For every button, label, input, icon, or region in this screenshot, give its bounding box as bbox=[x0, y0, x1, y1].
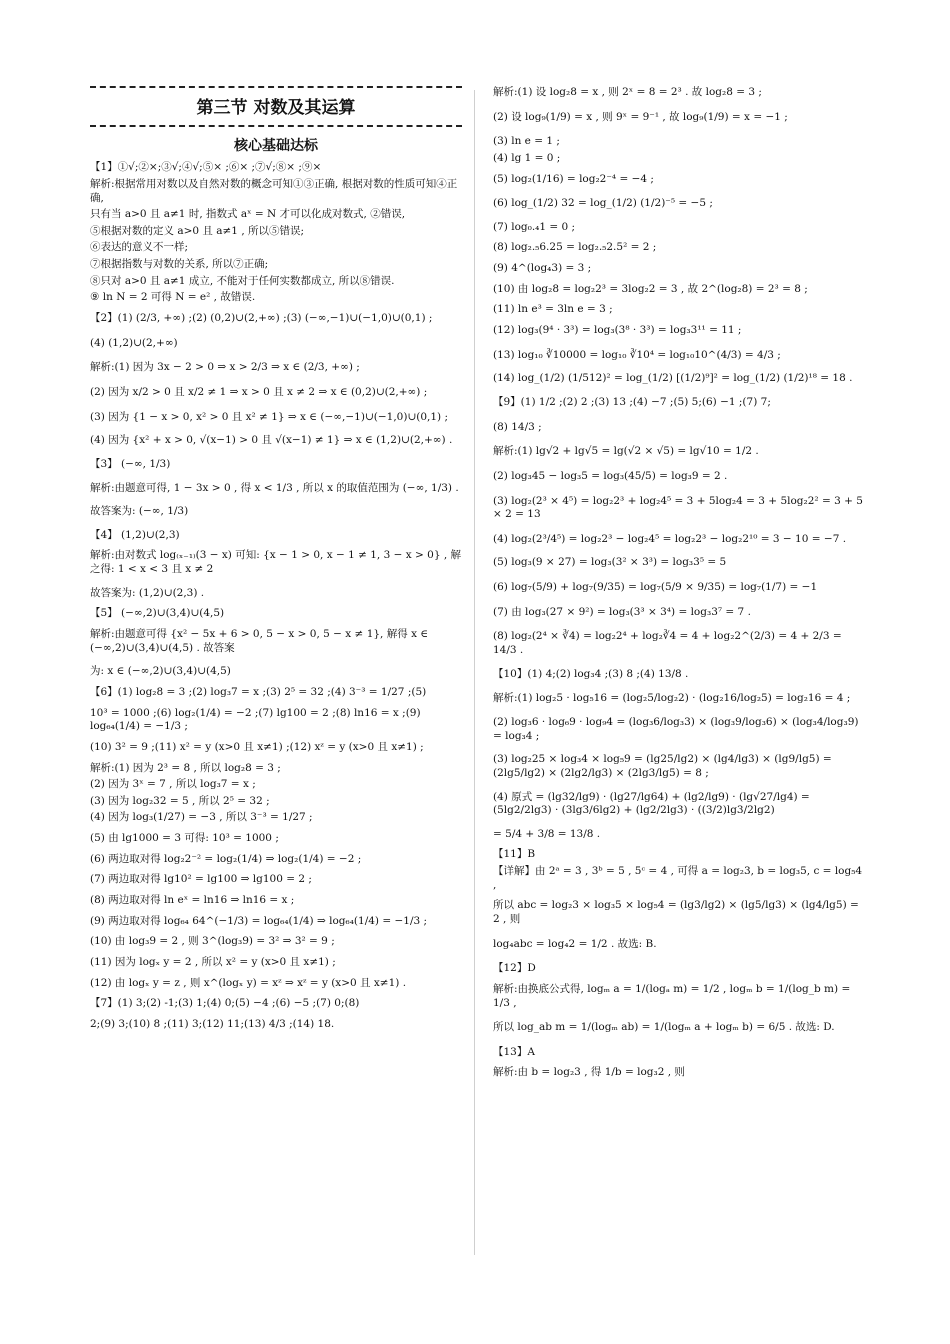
analysis-line: (8) log₂.₅6.25 = log₂.₅2.5² = 2 ; bbox=[493, 241, 657, 254]
analysis-line: 故答案为: (−∞, 1/3) bbox=[90, 505, 189, 518]
analysis-line: ⑥表达的意义不一样; bbox=[90, 241, 189, 254]
analysis-line: (3) 因为 {1 − x > 0, x² > 0 且 x² ≠ 1} ⇒ x ∈ (−∞,−1)∪(−1,0)∪(0,1) ; bbox=[90, 410, 449, 423]
analysis-line: (12) log₃(9⁴ · 3³) = log₃(3⁸ · 3³) = log₃3¹¹ = 11 ; bbox=[493, 324, 742, 337]
answer-line: 2;(9) 3;(10) 8 ;(11) 3;(12) 11;(13) 4/3 ;(14) 18. bbox=[90, 1017, 335, 1030]
column-divider bbox=[474, 90, 475, 1255]
analysis-line: 解析:由 b = log₂3 , 得 1/b = log₃2 , 则 bbox=[493, 1066, 685, 1079]
title-rule-bottom bbox=[90, 125, 462, 127]
analysis-line: (4) lg 1 = 0 ; bbox=[493, 151, 561, 164]
analysis-line: (2) log₃45 − log₃5 = log₃(45/5) = log₃9 = 2 . bbox=[493, 469, 728, 482]
analysis-line: (10) 由 log₃9 = 2 , 则 3^(log₃9) = 3² ⇒ 3² = 9 ; bbox=[90, 935, 335, 948]
analysis-line: (10) 由 log₂8 = log₂2³ = 3log₂2 = 3 , 故 2^(log₂8) = 2³ = 8 ; bbox=[493, 282, 808, 295]
analysis-line: (6) 两边取对得 log₂2⁻² = log₂(1/4) ⇒ log₂(1/4) = −2 ; bbox=[90, 852, 362, 865]
analysis-line: (2) log₃6 · log₆9 · log₉4 = (log₃6/log₃3) × (log₃9/log₃6) × (log₃4/log₃9) = log₃4 ; bbox=[493, 715, 859, 742]
core-title: 核心基础达标 bbox=[234, 138, 318, 155]
section-title: 第三节 对数及其运算 bbox=[196, 98, 356, 118]
analysis-line: 解析:(1) lg√2 + lg√5 = lg(√2 × √5) = lg√10 = 1/2 . bbox=[493, 445, 759, 458]
analysis-line: 解析:(1) 设 log₂8 = x , 则 2ˣ = 8 = 2³ . 故 log₂8 = 3 ; bbox=[493, 86, 762, 98]
answer-line: 【5】 (−∞,2)∪(3,4)∪(4,5) bbox=[90, 607, 225, 620]
analysis-line: (3) 因为 log₂32 = 5 , 所以 2⁵ = 32 ; bbox=[90, 794, 270, 807]
analysis-line: (8) 两边取对得 ln eˣ = ln16 ⇒ ln16 = x ; bbox=[90, 893, 295, 906]
analysis-line: (12) 由 logₓ y = z , 则 x^(logₓ y) = xᶻ ⇒ xᶻ = y (x>0 且 x≠1) . bbox=[90, 976, 407, 989]
answer-line: 【12】D bbox=[493, 962, 536, 975]
analysis-line: 所以 abc = log₂3 × log₃5 × log₅4 = (lg3/lg2) × (lg5/lg3) × (lg4/lg5) = 2 , 则 bbox=[493, 899, 859, 925]
analysis-line: (4) log₂(2³/4⁵) = log₂2³ − log₂4⁵ = log₂2³ − log₂2¹⁰ = 3 − 10 = −7 . bbox=[493, 532, 847, 545]
analysis-line: = 5/4 + 3/8 = 13/8 . bbox=[493, 827, 601, 840]
analysis-line: (11) 因为 logₓ y = 2 , 所以 x² = y (x>0 且 x≠1) ; bbox=[90, 955, 336, 968]
answer-line: 【2】(1) (2/3, +∞) ;(2) (0,2)∪(2,+∞) ;(3) (−∞,−1)∪(−1,0)∪(0,1) ; bbox=[90, 312, 433, 325]
analysis-line: (3) log₂(2³ × 4⁵) = log₂2³ + log₂4⁵ = 3 + 5log₂4 = 3 + 5log₂2² = 3 + 5 × 2 = 13 bbox=[493, 494, 863, 521]
analysis-line: (2) 因为 x/2 > 0 且 x/2 ≠ 1 ⇒ x > 0 且 x ≠ 2 ⇒ x ∈ (0,2)∪(2,+∞) ; bbox=[90, 385, 428, 398]
analysis-line: 为: x ∈ (−∞,2)∪(3,4)∪(4,5) bbox=[90, 665, 231, 678]
analysis-line: ⑧只对 a>0 且 a≠1 成立, 不能对于任何实数都成立, 所以⑧错误. bbox=[90, 274, 395, 287]
analysis-line: (3) ln e = 1 ; bbox=[493, 135, 560, 148]
answer-line: 【10】(1) 4;(2) log₃4 ;(3) 8 ;(4) 13/8 . bbox=[493, 667, 689, 680]
analysis-line: 解析:由换底公式得, logₘ a = 1/(logₐ m) = 1/2 , logₘ b = 1/(log_b m) = 1/3 , bbox=[493, 982, 851, 1009]
answer-line: (4) (1,2)∪(2,+∞) bbox=[90, 336, 178, 349]
analysis-line: 解析:(1) 因为 2³ = 8 , 所以 log₂8 = 3 ; bbox=[90, 761, 281, 774]
analysis-line: 【详解】由 2ᵃ = 3 , 3ᵇ = 5 , 5ᶜ = 4 , 可得 a = log₂3, b = log₃5, c = log₅4 , bbox=[493, 865, 863, 891]
analysis-line: (2) 设 log₉(1/9) = x , 则 9ˣ = 9⁻¹ , 故 log₉(1/9) = x = −1 ; bbox=[493, 110, 788, 123]
answer-line: 10³ = 1000 ;(6) log₂(1/4) = −2 ;(7) lg100 = 2 ;(8) ln16 = x ;(9) log₆₄(1/4) = −1/3 ; bbox=[90, 706, 421, 733]
analysis-line: (5) 由 lg1000 = 3 可得: 10³ = 1000 ; bbox=[90, 832, 279, 845]
answer-line: (10) 3² = 9 ;(11) x² = y (x>0 且 x≠1) ;(12) xᶻ = y (x>0 且 x≠1) ; bbox=[90, 740, 424, 753]
analysis-line: ⑤根据对数的定义 a>0 且 a≠1 , 所以⑤错误; bbox=[90, 224, 305, 237]
analysis-line: (9) 两边取对得 log₆₄ 64^(−1/3) = log₆₄(1/4) ⇒ log₆₄(1/4) = −1/3 ; bbox=[90, 914, 428, 927]
answer-line: 【13】A bbox=[493, 1045, 535, 1058]
analysis-line: ⑦根据指数与对数的关系, 所以⑦正确; bbox=[90, 258, 269, 271]
answer-line: 【7】(1) 3;(2) -1;(3) 1;(4) 0;(5) −4 ;(6) −5 ;(7) 0;(8) bbox=[90, 997, 360, 1010]
analysis-line: (4) 因为 {x² + x > 0, √(x−1) > 0 且 √(x−1) ≠ 1} ⇒ x ∈ (1,2)∪(2,+∞) . bbox=[90, 434, 453, 447]
answer-line: 【6】(1) log₂8 = 3 ;(2) log₃7 = x ;(3) 2⁵ = 32 ;(4) 3⁻³ = 1/27 ;(5) bbox=[90, 685, 427, 698]
analysis-line: (5) log₃(9 × 27) = log₃(3² × 3³) = log₃3⁵ = 5 bbox=[493, 556, 727, 569]
analysis-line: ⑨ ln N = 2 可得 N = e² , 故错误. bbox=[90, 291, 256, 304]
left-column bbox=[90, 86, 462, 1034]
analysis-line: (9) 4^(log₄3) = 3 ; bbox=[493, 262, 592, 275]
analysis-line: (4) 因为 log₃(1/27) = −3 , 所以 3⁻³ = 1/27 ; bbox=[90, 811, 313, 824]
analysis-line: (4) 原式 = (lg32/lg9) · (lg27/lg64) + (lg2/lg9) · (lg√27/lg4) = (5lg2/2lg3) · (3lg3/6lg2) + (lg2/2lg3) · ((3/2)lg3/2lg2) bbox=[493, 790, 810, 817]
analysis-line: log₄abc = log₄2 = 1/2 . 故选: B. bbox=[493, 937, 657, 950]
answer-line: 【1】①√;②×;③√;④√;⑤× ;⑥× ;⑦√;⑧× ;⑨× bbox=[90, 161, 322, 174]
analysis-line: (3) log₂25 × log₃4 × log₅9 = (lg25/lg2) × (lg4/lg3) × (lg9/lg5) = (2lg5/lg2) × (2lg2/lg3) × (2lg3/lg5) = 8 ; bbox=[493, 753, 832, 779]
answer-line: 【11】B bbox=[493, 848, 536, 861]
analysis-line: 解析:(1) log₂5 · log₅16 = (log₂5/log₂2) · (log₂16/log₂5) = log₂16 = 4 ; bbox=[493, 692, 851, 705]
analysis-line: 只有当 a>0 且 a≠1 时, 指数式 aˣ = N 才可以化成对数式, ②错误, bbox=[90, 208, 406, 221]
analysis-line: 解析:(1) 因为 3x − 2 > 0 ⇒ x > 2/3 ⇒ x ∈ (2/3, +∞) ; bbox=[90, 361, 360, 374]
analysis-line: (6) log₇(5/9) + log₇(9/35) = log₇(5/9 × 9/35) = log₇(1/7) = −1 bbox=[493, 581, 818, 594]
analysis-line: (13) log₁₀ ∛10000 = log₁₀ ∛10⁴ = log₁₀10^(4/3) = 4/3 ; bbox=[493, 348, 781, 361]
analysis-line: 所以 log_ab m = 1/(logₘ ab) = 1/(logₘ a + logₘ b) = 6/5 . 故选: D. bbox=[493, 1021, 835, 1034]
analysis-line: 解析:根据常用对数以及自然对数的概念可知①③正确, 根据对数的性质可知④正确, bbox=[90, 177, 458, 204]
right-column bbox=[493, 86, 865, 1083]
analysis-line: (7) log₀.₄1 = 0 ; bbox=[493, 220, 576, 233]
analysis-line: (14) log_(1/2) (1/512)² = log_(1/2) [(1/2)⁹]² = log_(1/2) (1/2)¹⁸ = 18 . bbox=[493, 372, 853, 385]
analysis-line: (11) ln e³ = 3ln e = 3 ; bbox=[493, 303, 613, 316]
analysis-line: (5) log₂(1/16) = log₂2⁻⁴ = −4 ; bbox=[493, 172, 654, 185]
analysis-line: 故答案为: (1,2)∪(2,3) . bbox=[90, 586, 205, 599]
answer-line: 【4】 (1,2)∪(2,3) bbox=[90, 528, 180, 541]
analysis-line: 解析:由题意可得, 1 − 3x > 0 , 得 x < 1/3 , 所以 x 的取值范围为 (−∞, 1/3) . bbox=[90, 481, 459, 494]
analysis-line: (7) 两边取对得 lg10² = lg100 ⇒ lg100 = 2 ; bbox=[90, 873, 312, 886]
answer-line: (8) 14/3 ; bbox=[493, 420, 542, 433]
analysis-line: (2) 因为 3ˣ = 7 , 所以 log₃7 = x ; bbox=[90, 778, 256, 791]
analysis-line: 解析:由对数式 log₍ₓ₋₁₎(3 − x) 可知: {x − 1 > 0, x − 1 ≠ 1, 3 − x > 0} , 解之得: 1 < x < 3 且 x ≠ 2 bbox=[90, 549, 462, 576]
analysis-line: (8) log₂(2⁴ × ∛4) = log₂2⁴ + log₂∛4 = 4 + log₂2^(2/3) = 4 + 2/3 = 14/3 . bbox=[493, 630, 842, 657]
analysis-line: 解析:由题意可得 {x² − 5x + 6 > 0, 5 − x > 0, 5 − x ≠ 1}, 解得 x ∈ (−∞,2)∪(3,4)∪(4,5) . 故答案 bbox=[90, 628, 429, 654]
analysis-line: (7) 由 log₃(27 × 9²) = log₃(3³ × 3⁴) = log₃3⁷ = 7 . bbox=[493, 605, 751, 618]
analysis-line: (6) log_(1/2) 32 = log_(1/2) (1/2)⁻⁵ = −5 ; bbox=[493, 197, 713, 210]
answer-line: 【9】(1) 1/2 ;(2) 2 ;(3) 13 ;(4) −7 ;(5) 5;(6) −1 ;(7) 7; bbox=[493, 395, 771, 408]
answer-line: 【3】 (−∞, 1/3) bbox=[90, 457, 171, 470]
